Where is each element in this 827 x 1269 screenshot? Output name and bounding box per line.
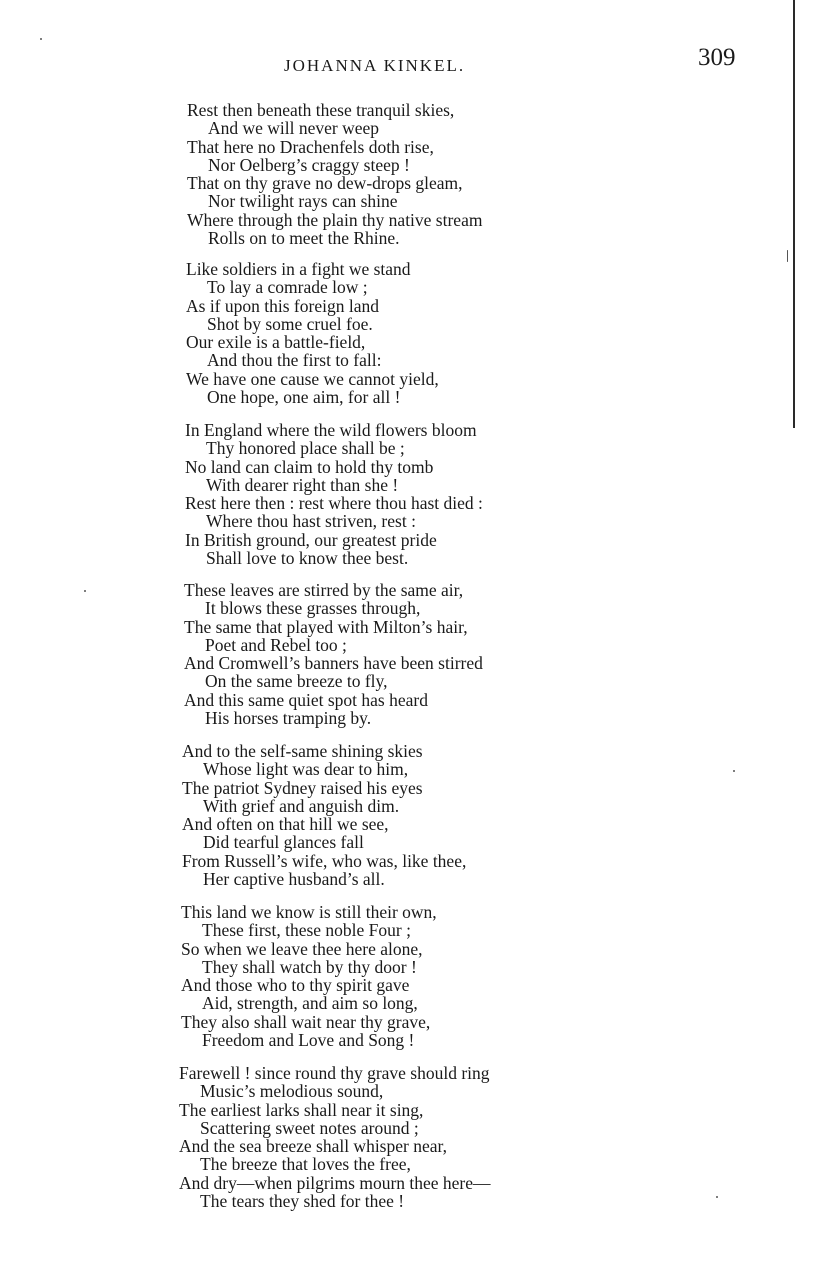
stanza-7 [179,1064,491,1210]
poem-line: So when we leave thee here alone, [181,938,423,959]
poem-line: These leaves are stirred by the same air, [184,580,464,600]
poem-line: Did tearful glances fall [203,832,364,853]
page-number: 309 [698,44,736,71]
poem-line: And often on that hill we see, [182,814,389,835]
poem-line: And the sea breeze shall whisper near, [179,1136,448,1157]
poem-line: Like soldiers in a fight we stand [186,259,411,279]
scan-speck [40,38,42,40]
poem-line: Shot by some cruel foe. [207,313,373,334]
poem-line: We have one cause we cannot yield, [186,368,439,389]
stanza-1 [187,101,482,247]
poem-line: Whose light was dear to him, [203,759,409,780]
poem-line: They also shall wait near thy grave, [181,1011,431,1032]
poem-line: From Russell’s wife, who was, like thee, [182,850,467,871]
stanza-4 [184,581,483,727]
poem-line: Aid, strength, and aim so long, [202,993,418,1014]
poem-line: And those who to thy spirit gave [181,975,410,996]
poem-line: This land we know is still their own, [181,902,437,922]
poem-line: With dearer right than she ! [206,474,399,495]
poem-line: Rolls on to meet the Rhine. [208,228,400,249]
poem-line: Music’s melodious sound, [200,1081,384,1102]
poem-line: The same that played with Milton’s hair, [184,616,468,637]
poem-line: With grief and anguish dim. [203,795,400,816]
poem-line: The earliest larks shall near it sing, [179,1099,424,1120]
poem-line: And dry—when pilgrims mourn thee here— [179,1172,491,1193]
stanza-2 [186,260,439,406]
poem-line: Shall love to know thee best. [206,548,409,569]
poem-line: Where through the plain thy native stream [187,209,483,230]
running-title: JOHANNA KINKEL. [284,56,466,75]
poem-line: Her captive husband’s all. [203,869,385,890]
poem-line: The breeze that loves the free, [200,1154,411,1175]
page-edge-rule [793,0,795,428]
poem-line: And we will never weep [208,118,380,139]
poem-line: And thou the first to fall: [207,350,382,371]
poem-line: Freedom and Love and Song ! [202,1030,415,1051]
stanza-3 [185,421,483,567]
poem-line: It blows these grasses through, [205,598,421,619]
poem-line: Nor Oelberg’s craggy steep ! [208,154,410,175]
poem-line: And this same quiet spot has heard [184,689,428,710]
poem-line: And to the self-same shining skies [182,741,423,761]
poem-line: Rest then beneath these tranquil skies, [187,100,455,120]
poem-line: Scattering sweet notes around ; [200,1117,419,1138]
poem-line: Where thou hast striven, rest : [206,511,416,532]
poem-line: Nor twilight rays can shine [208,191,398,212]
poem-line: To lay a comrade low ; [207,277,368,298]
poem-line: The patriot Sydney raised his eyes [182,777,423,798]
stanza-5 [182,742,466,888]
poem-line: In British ground, our greatest pride [185,529,437,550]
poem-line: Our exile is a battle-field, [186,332,366,353]
poem-line: On the same breeze to fly, [205,671,388,692]
poem-line: No land can claim to hold thy tomb [185,456,434,477]
poem-line: That on thy grave no dew-drops gleam, [187,173,463,194]
poem-line: As if upon this foreign land [186,295,379,316]
poem-line: That here no Drachenfels doth rise, [187,136,434,157]
poem-line: Thy honored place shall be ; [206,438,405,459]
poem-line: They shall watch by thy door ! [202,956,417,977]
poem-line: And Cromwell’s banners have been stirred [184,653,483,674]
poem-line: Rest here then : rest where thou hast died : [185,493,483,514]
scan-speck [733,770,735,772]
poem-line: The tears they shed for thee ! [200,1191,405,1212]
scan-speck [84,590,86,592]
poem-line: His horses tramping by. [205,708,372,729]
poem-line: In England where the wild flowers bloom [185,420,477,440]
scan-speck [716,1196,718,1198]
scan-speck [787,250,788,262]
poem-line: Farewell ! since round thy grave should ring [179,1063,490,1083]
poem-line: Poet and Rebel too ; [205,634,347,655]
poem-line: These first, these noble Four ; [202,920,411,941]
stanza-6 [181,903,437,1049]
poem-line: One hope, one aim, for all ! [207,387,401,408]
